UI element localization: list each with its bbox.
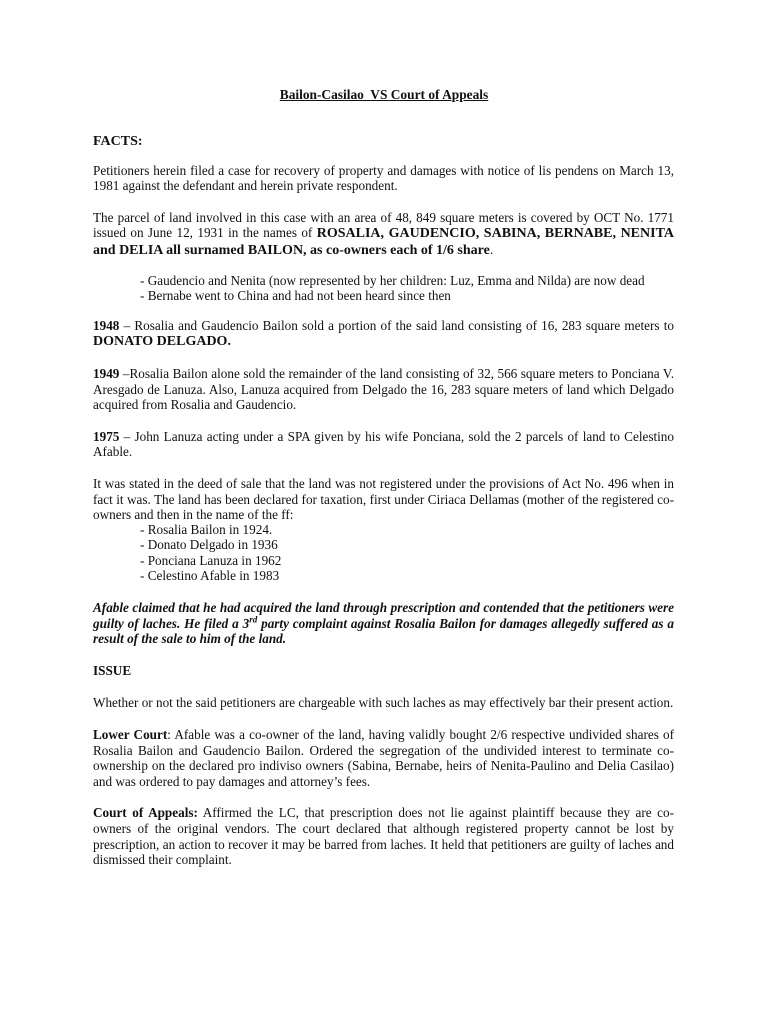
list-item: - Ponciana Lanuza in 1962: [140, 552, 282, 568]
court-of-appeals-text: Affirmed the LC, that prescription does not lie against plaintiff because they are co-owners of the original vendors. The court declared that although registered property cannot be lost by prescription, an action to recover it may be barred from laches. It held that petitioners are guilty of laches and dismissed their complaint.: [93, 805, 675, 868]
paragraph-court-of-appeals: [93, 805, 674, 867]
paragraph-afable-claim: [93, 600, 674, 647]
document-body: [93, 134, 674, 884]
buyer-bold: DONATO DELGADO.: [93, 334, 231, 350]
list-item: - Donato Delgado in 1936: [140, 537, 278, 553]
facts-heading: FACTS:: [93, 134, 143, 149]
paragraph-parcel: [93, 210, 674, 259]
year-1975: 1975: [93, 428, 120, 444]
paragraph-1948: [93, 318, 674, 350]
list-item: - Bernabe went to China and had not been heard since then: [140, 288, 451, 304]
issue-heading: ISSUE: [93, 662, 132, 678]
list-item: - Gaudencio and Nenita (now represented by her children: Luz, Emma and Nilda) are now dead: [140, 272, 645, 288]
document-title: Bailon-Casilao VS Court of Appeals: [279, 87, 489, 102]
text-1948: – Rosalia and Gaudencio Bailon sold a portion of the said land consisting of 16, 283 square meters to: [119, 317, 674, 333]
parcel-text: The parcel of land involved in this case with an area of 48, 849 square meters is covered by OCT No. 1771 issued on June 12, 1931 in the names of: [93, 209, 674, 241]
ordinal-superscript: rd: [249, 614, 258, 625]
paragraph-1949: [93, 366, 674, 413]
parcel-end: .: [489, 241, 494, 257]
lower-court-text: : Afable was a co-owner of the land, having validly bought 2/6 respective undivided shares of Rosalia Bailon and Gaudencio Bailon. Ordered the segregation of the undivided interest to terminate co-ownership on the declared pro indiviso owners (Sabina, Bernabe, heirs of Nenita-Paulino and Delia Casilao) and was ordered to pay damages and attorney’s fees.: [93, 727, 674, 789]
paragraph-issue: Whether or not the said petitioners are chargeable with such laches as may effectively bar their present action.: [93, 695, 674, 711]
co-owners-bold: ROSALIA, GAUDENCIO, SABINA, BERNABE, NENITA and DELIA all surnamed BAILON, as co-owners each of 1/6 share: [93, 226, 674, 258]
paragraph-lower-court: [93, 727, 674, 789]
text-1975: – John Lanuza acting under a SPA given by his wife Ponciana, sold the 2 parcels of land to Celestino Afable.: [93, 428, 674, 460]
year-1948: 1948: [93, 317, 120, 333]
afable-text-a: Afable claimed that he had acquired the land through prescription and contended that the petitioners were guilty of laches. He filed a 3: [93, 600, 674, 631]
paragraph-petition: Petitioners herein filed a case for recovery of property and damages with notice of lis pendens on March 13, 1981 against the defendant and herein private respondent.: [93, 162, 674, 194]
court-of-appeals-label: Court of Appeals:: [93, 805, 198, 821]
tax-declaration-list: [93, 522, 674, 584]
list-item: - Celestino Afable in 1983: [140, 568, 280, 584]
lower-court-label: Lower Court: [93, 727, 168, 743]
paragraph-1975: [93, 429, 674, 460]
heirs-status-list: [93, 273, 674, 304]
list-item: - Rosalia Bailon in 1924.: [140, 521, 273, 537]
text-1949: –Rosalia Bailon alone sold the remainder of the land consisting of 32, 566 square meters to Ponciana V. Aresgado de Lanuza. Also, Lanuza acquired from Delgado the 16, 283 square meters of land which Delgado acquired from Rosalia and Gaudencio.: [93, 365, 674, 413]
year-1949: 1949: [93, 365, 120, 381]
afable-text-b: party complaint against Rosalia Bailon for damages allegedly suffered as a result of the sale to him of the land.: [93, 615, 674, 647]
paragraph-deed: It was stated in the deed of sale that the land was not registered under the provisions of Act No. 496 when in fact it was. The land has been declared for taxation, first under Ciriaca Dellamas (mother of the registered co-owners and then in the name of the ff:: [93, 475, 674, 523]
